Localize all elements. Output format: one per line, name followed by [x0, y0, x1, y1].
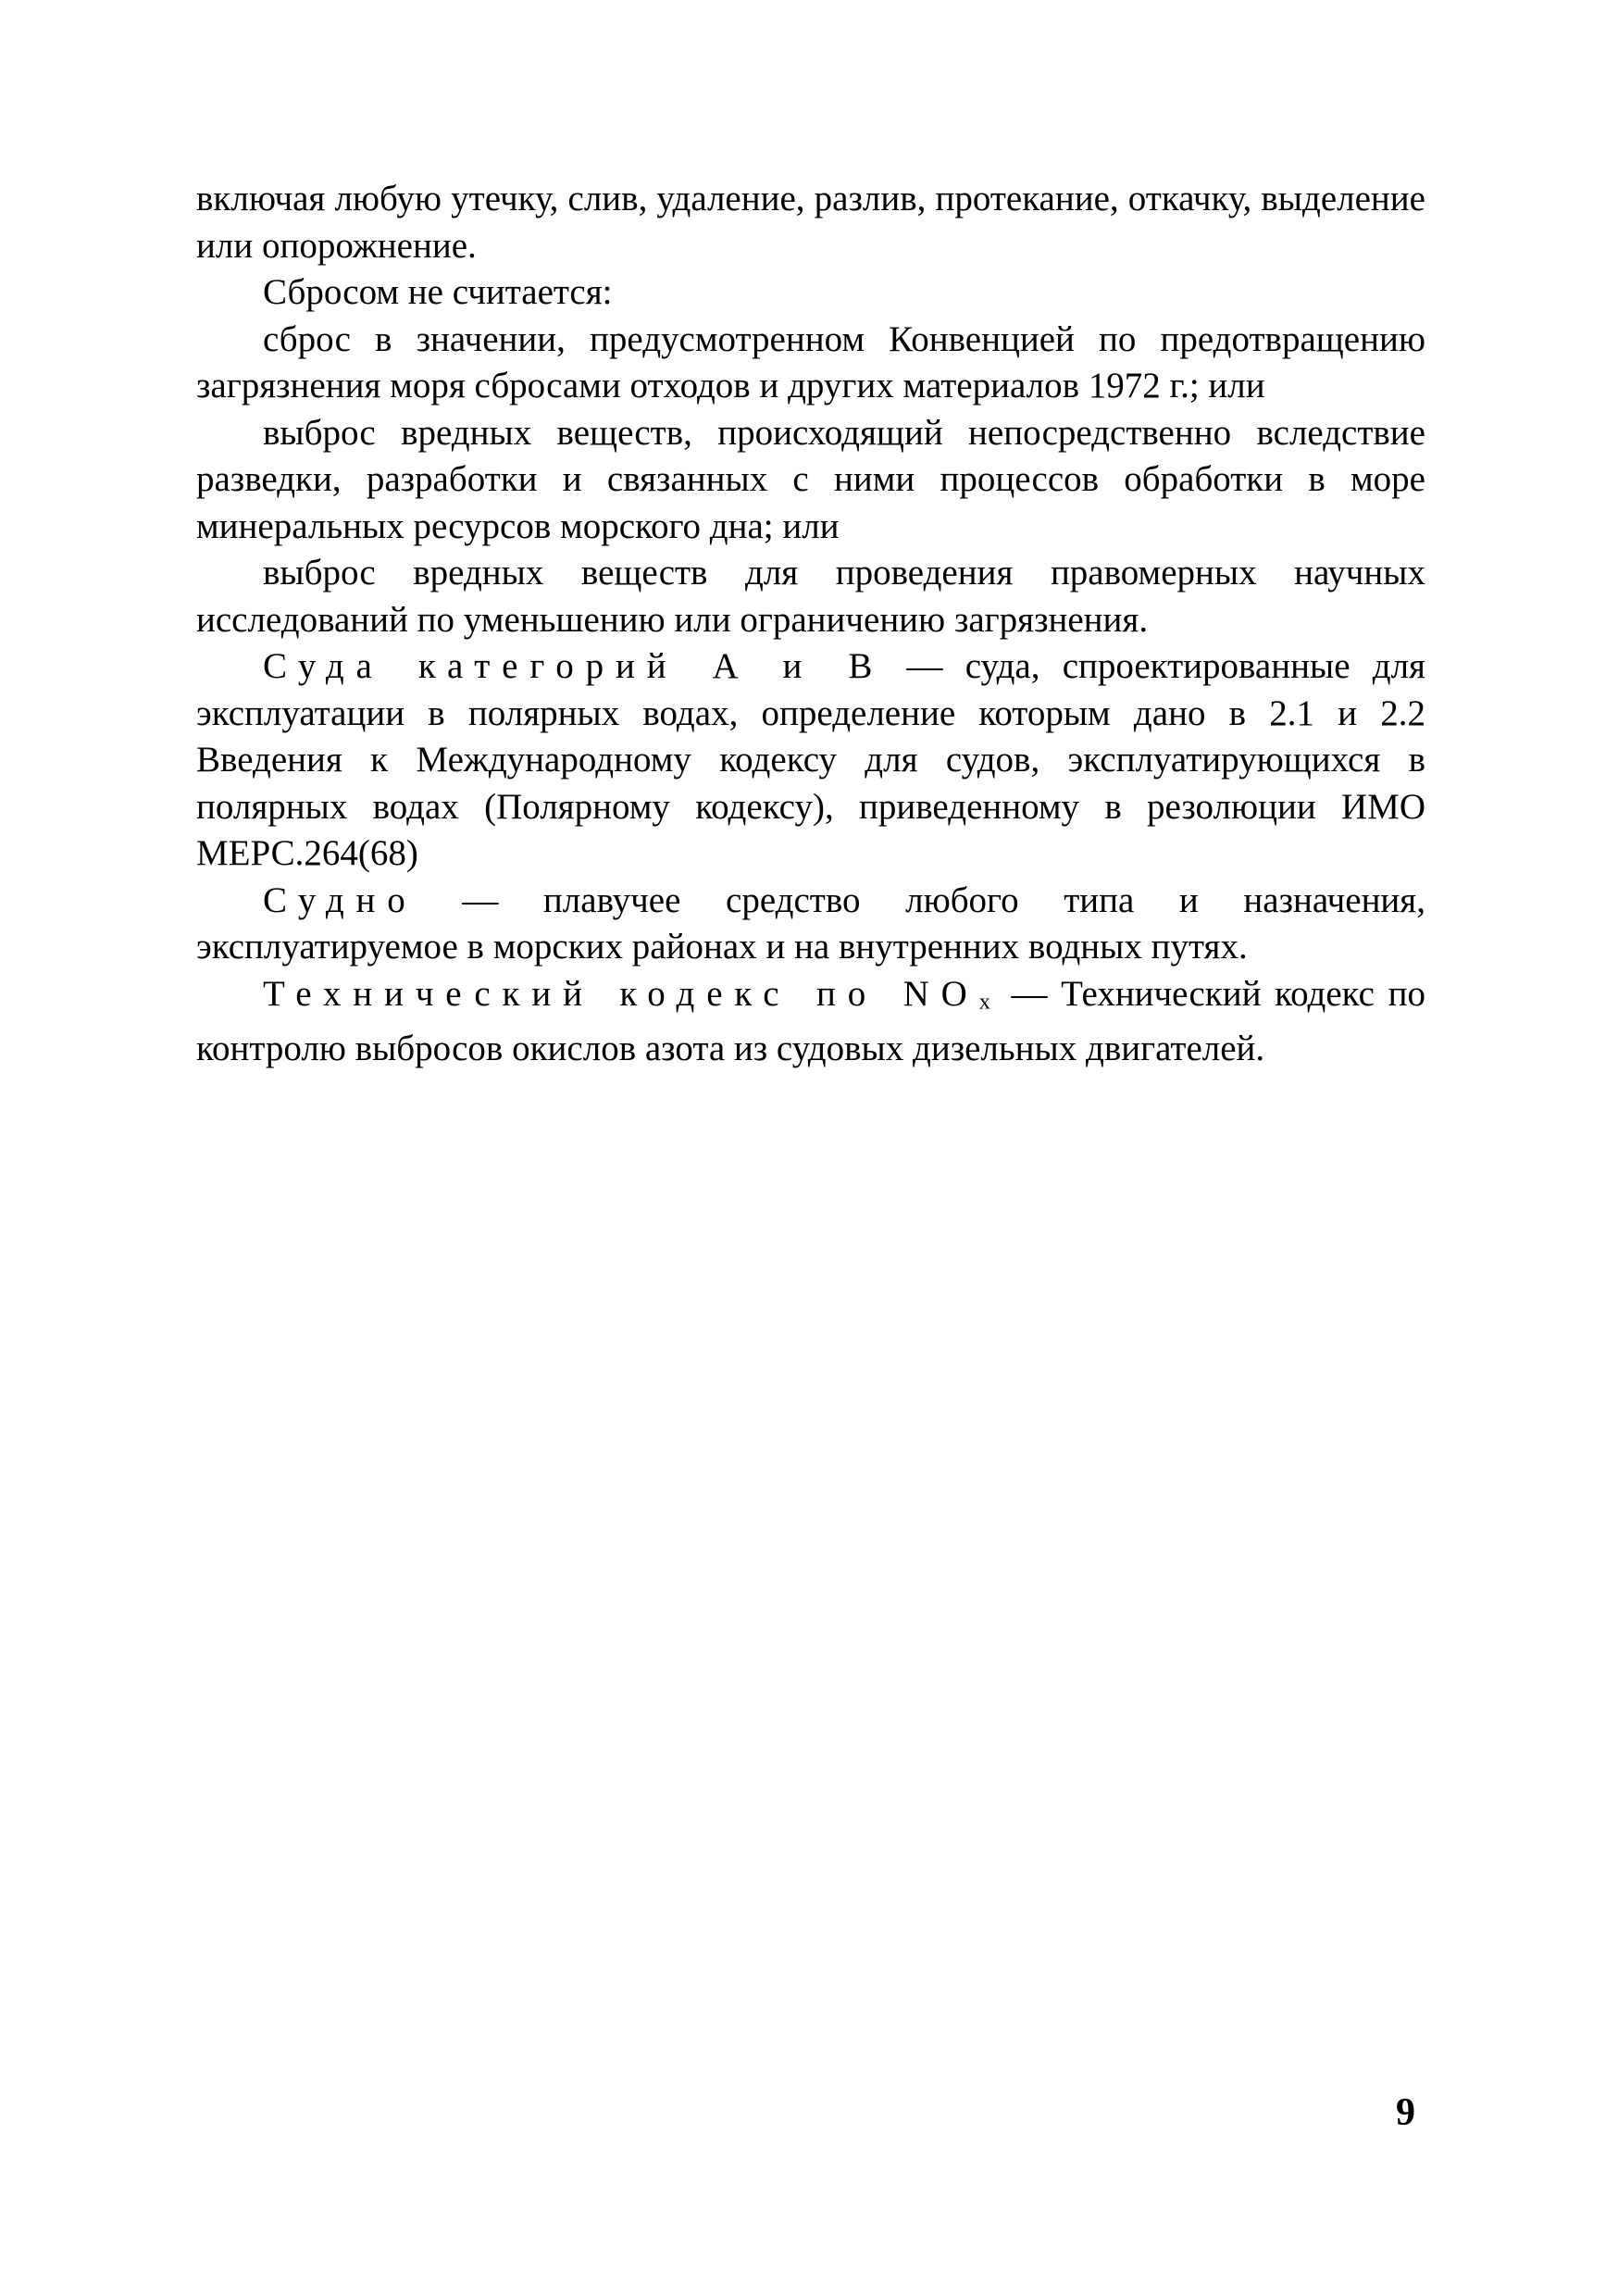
definition-vessel-categories: [196, 643, 1425, 878]
definition-term-subscript: x: [978, 989, 998, 1015]
page-body: [196, 176, 1425, 1072]
paragraph: сброс в значении, предусмотренном Конвенцией по предотвращению загрязнения моря сбросами отходов и других материалов 1972 г.; или: [196, 318, 1425, 406]
paragraph: выброс вредных веществ, происходящий непосредственно вследствие разведки, разработки и связанных с ними процессов обработки в море минеральных ресурсов морского дна; или: [196, 412, 1425, 546]
definition-text: — Технический кодекс по контролю выбросов окислов азота из судовых дизельных двигателей.: [196, 973, 1425, 1068]
paragraph: выброс вредных веществ для проведения правомерных научных исследований по уменьшению или ограничению загрязнения.: [196, 553, 1425, 640]
definition-term: Судно: [263, 880, 417, 920]
paragraph: включая любую утечку, слив, удаление, разлив, протекание, откачку, выделение или опорожнение.: [196, 179, 1425, 266]
definition-nox-code: [196, 971, 1425, 1073]
paragraph: Сбросом не считается:: [263, 272, 613, 312]
definition-text: — плавучее средство любого типа и назначения, эксплуатируемое в морских районах и на внутренних водных путях.: [196, 880, 1425, 967]
page-number: 9: [1396, 2091, 1415, 2134]
definition-term: Технический кодекс по NO: [263, 973, 979, 1014]
definition-text: — суда, спроектированные для эксплуатации в полярных водах, определение которым дано в 2.1 и 2.2 Введения к Международному кодексу для судов, эксплуатирующихся в полярных водах (Полярному кодексу), приведенному в резолюции ИМО МЕРС.264(68): [196, 646, 1425, 873]
definition-term: Суда категорий A и B: [263, 646, 885, 686]
definition-vessel: [196, 878, 1425, 971]
